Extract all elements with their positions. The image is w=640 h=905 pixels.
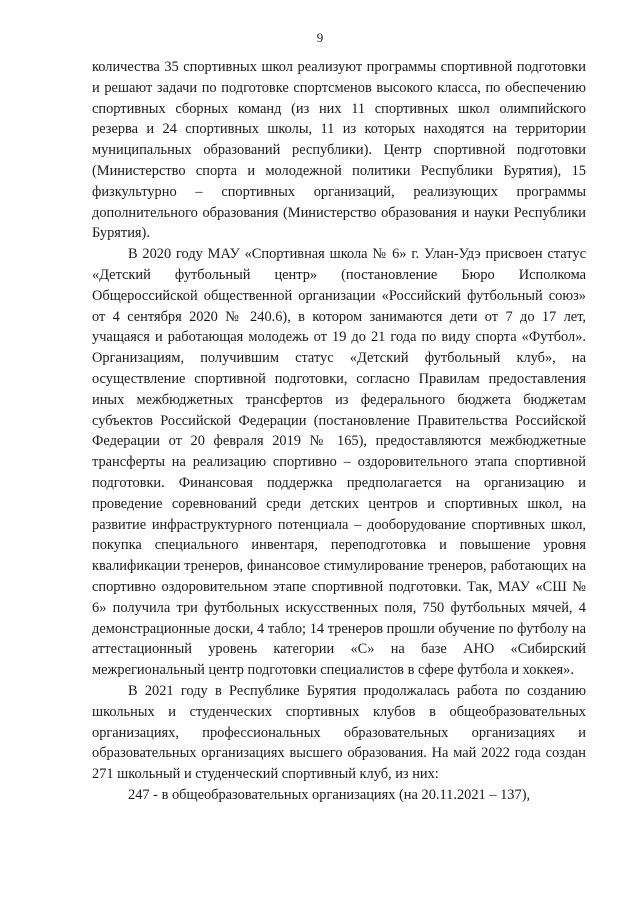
paragraph-4: 247 - в общеобразовательных организациях (на 20.11.2021 – 137), [128,786,531,803]
document-body [92,57,586,806]
paragraph-3: В 2021 году в Республике Бурятия продолжалась работа по созданию школьных и студенческих спортивных клубов в общеобразовательных организациях, профессиональных образовательных организациях и образовательных организациях высшего образования. На май 2022 года создан 271 школьный и студенческий спортивный клуб, из них: [92,682,586,783]
paragraph-1: количества 35 спортивных школ реализуют программы спортивной подготовки и решают задачи по подготовке спортсменов высокого класса, по обеспечению спортивных сборных команд (из них 11 спортивных школ олимпийского резерва и 24 спортивных школы, 11 из которых находятся на территории муниципальных образований республики). Центр спортивной подготовки (Министерство спорта и молодежной политики Республики Бурятия), 15 физкультурно – спортивных организаций, реализующих программы дополнительного образования (Министерство образования и науки Республики Бурятия). [92,59,586,242]
paragraph-2: В 2020 году МАУ «Спортивная школа № 6» г. Улан-Удэ присвоен статус «Детский футбольный центр» (постановление Бюро Исполкома Общероссийской общественной организации «Российский футбольный союз» от 4 сентября 2020 № 240.6), в котором занимаются дети от 7 до 17 лет, учащаяся и работающая молодежь от 19 до 21 года по виду спорта «Футбол». Организациям, получившим статус «Детский футбольный клуб», на осуществление спортивной подготовки, согласно Правилам предоставления иных межбюджетных трансфертов из федерального бюджета бюджетам субъектов Российской Федерации (постановление Правительства Российской Федерации от 20 февраля 2019 № 165), предоставляются межбюджетные трансферты на реализацию спортивно – оздоровительного этапа спортивной подготовки. Финансовая поддержка предполагается на организацию и проведение соревнований среди детских центров и спортивных школ, на развитие инфраструктурного потенциала – дооборудование спортивных школ, покупка специального инвентаря, переподготовка и повышение уровня квалификации тренеров, финансовое стимулирование тренеров, работающих на спортивно оздоровительном этапе спортивной подготовки. Так, МАУ «СШ № 6» получила три футбольных искусственных поля, 750 футбольных мячей, 4 демонстрационные доски, 4 табло; 14 тренеров прошли обучение по футболу на аттестационный уровень категории «С» на базе АНО «Сибирский межрегиональный центр подготовки специалистов в сфере футбола и хоккея». [92,246,586,679]
page-number: 9 [316,30,324,45]
